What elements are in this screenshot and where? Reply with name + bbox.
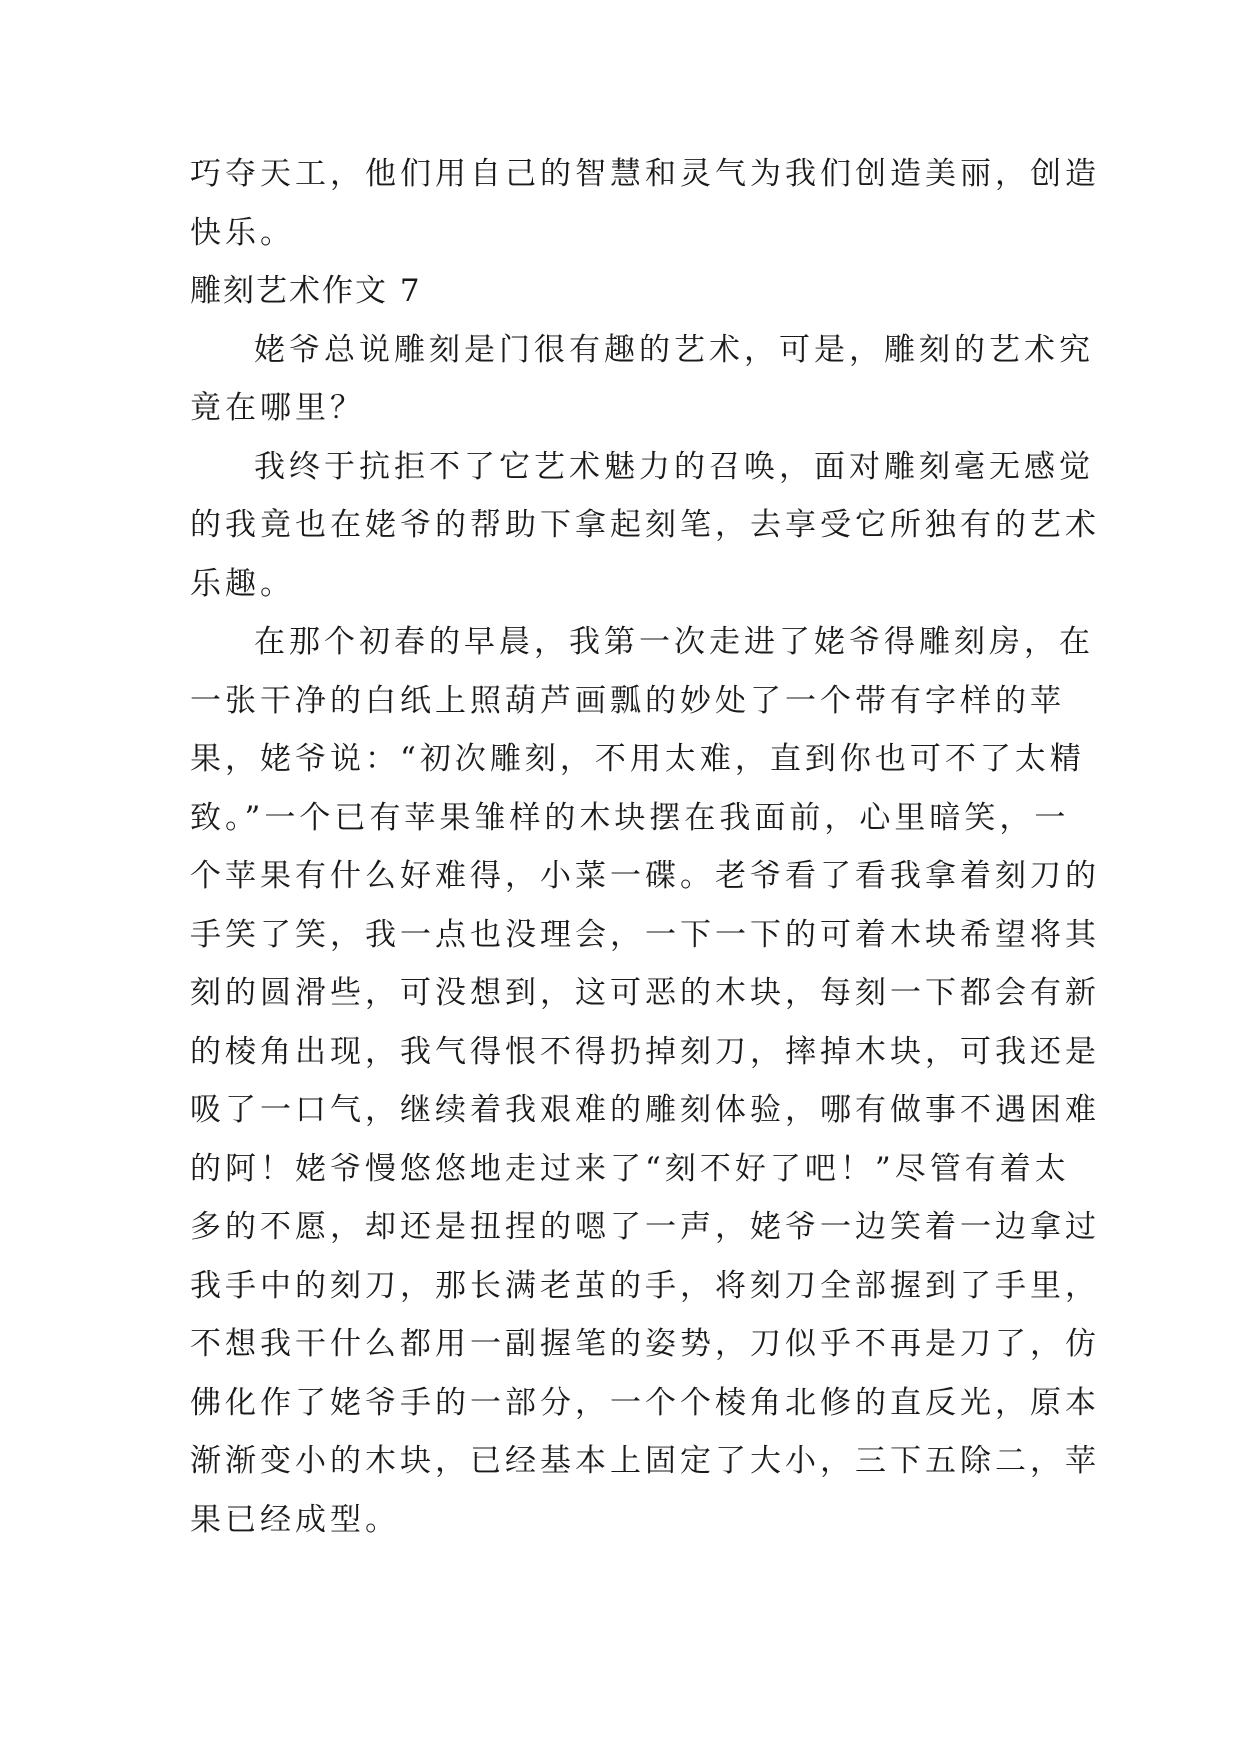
text-line: 快乐。: [190, 214, 295, 251]
text-line: 的我竟也在姥爷的帮助下拿起刻笔，去享受它所独有的艺术: [190, 507, 1100, 543]
text-line: 的阿！姥爷慢悠悠地走过来了“刻不好了吧！”尽管有着太: [190, 1150, 1070, 1187]
paragraph-first-line: 我终于抗拒不了它艺术魅力的召唤，面对雕刻毫无感觉: [254, 448, 1094, 485]
paragraph-first-line: 姥爷总说雕刻是门很有趣的艺术，可是，雕刻的艺术究: [254, 331, 1094, 368]
section-title: 雕刻艺术作文 7: [190, 273, 422, 309]
text-line: 不想我干什么都用一副握笔的姿势，刀似乎不再是刀了，仿: [190, 1326, 1100, 1362]
text-line: 的棱角出现，我气得恨不得扔掉刻刀，摔掉木块，可我还是: [190, 1033, 1100, 1070]
text-line: 我手中的刻刀，那长满老茧的手，将刻刀全部握到了手里，: [190, 1267, 1100, 1304]
text-line: 渐渐变小的木块，已经基本上固定了大小，三下五除二，苹: [190, 1443, 1100, 1479]
text-line: 果已经成型。: [190, 1501, 400, 1538]
text-line: 一张干净的白纸上照葫芦画瓢的妙处了一个带有字样的苹: [190, 682, 1065, 719]
text-line: 多的不愿，却还是扭捏的嗯了一声，姥爷一边笑着一边拿过: [190, 1209, 1100, 1245]
paragraph-first-line: 在那个初春的早晨，我第一次走进了姥爷得雕刻房，在: [254, 624, 1094, 660]
text-line: 巧夺天工，他们用自己的智慧和灵气为我们创造美丽，创造: [190, 156, 1100, 192]
text-line: 手笑了笑，我一点也没理会，一下一下的可着木块希望将其: [190, 916, 1100, 953]
text-line: 个苹果有什么好难得，小菜一碟。老爷看了看我拿着刻刀的: [190, 858, 1100, 894]
text-line: 果，姥爷说：“初次雕刻，不用太难，直到你也可不了太精: [190, 741, 1085, 777]
text-line: 刻的圆滑些，可没想到，这可恶的木块，每刻一下都会有新: [190, 975, 1100, 1011]
text-line: 致。”一个已有苹果雏样的木块摆在我面前，心里暗笑，一: [190, 799, 1070, 836]
document-page: [190, 145, 1100, 1549]
text-line: 吸了一口气，继续着我艰难的雕刻体验，哪有做事不遇困难: [190, 1092, 1100, 1128]
text-line: 竟在哪里？: [190, 390, 365, 426]
text-line: 佛化作了姥爷手的一部分，一个个棱角北修的直反光，原本: [190, 1384, 1100, 1421]
text-line: 乐趣。: [190, 565, 295, 602]
